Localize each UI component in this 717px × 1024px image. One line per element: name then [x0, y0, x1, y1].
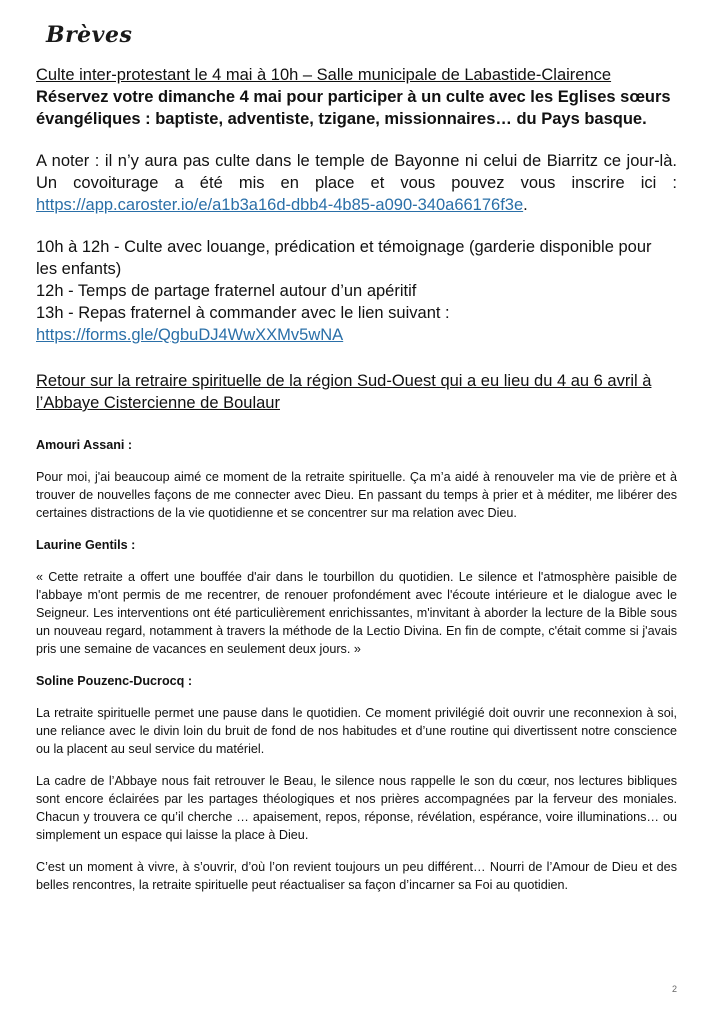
- schedule-item-3: 13h - Repas fraternel à commander avec le lien suivant :: [36, 304, 450, 322]
- testimony-text-2: « Cette retraite a offert une bouffée d'air dans le tourbillon du quotidien. Le silence et l'atmosphère paisible de l'abbaye m'ont permis de me recentrer, de renouer profondément avec l'écoute intérieure et le dialogue avec le Seigneur. Les interventions ont été particulièrement enrichissantes, m'invitant à aborder la lecture de la Bible sous un nouveau regard, notamment à travers la méthode de la Lectio Divina. En fin de compte, c'était comme si j'avais pris une semaine de vacances en seulement deux jours. »: [36, 570, 677, 656]
- testimony-text-3c: C’est un moment à vivre, à s’ouvrir, d’où l’on revient toujours un peu différent… Nourri de l’Amour de Dieu et des belles rencontres, la retraite spirituelle peut réactualiser sa façon d’incarner sa Foi au quotidien.: [36, 860, 677, 892]
- culte-note: [36, 150, 677, 216]
- testimony-text-3b: La cadre de l’Abbaye nous fait retrouver le Beau, le silence nous rappelle le son du cœur, nos lectures bibliques sont encore éclairées par les partages théologiques et nos prières accompagnées par la ferveur des moniales. Chacun y trouvera ce qu’il cherche … apaisement, repos, réponse, révélation, espérance, voire illuminations… ou simplement un espace qui laisse la place à Dieu.: [36, 774, 677, 842]
- testimony-text-3a: La retraite spirituelle permet une pause dans le quotidien. Ce moment privilégié doit ouvrir une reconnexion à soi, une reliance avec le divin loin du bruit de fond de nos habitudes et d’une routine qui divertissent notre conscience ou la placent au seul service du matériel.: [36, 706, 677, 756]
- page-title: Brèves: [46, 22, 133, 48]
- carpool-link[interactable]: https://app.caroster.io/e/a1b3a16d-dbb4-4b85-a090-340a66176f3e: [36, 196, 524, 214]
- retraite-heading: Retour sur la retraire spirituelle de la région Sud-Ouest qui a eu lieu du 4 au 6 avril à l’Abbaye Cistercienne de Boulaur: [36, 372, 652, 412]
- schedule-item-2: 12h - Temps de partage fraternel autour d’un apéritif: [36, 282, 417, 300]
- testimony-name-2: Laurine Gentils :: [36, 538, 136, 552]
- testimony-name-1: Amouri Assani :: [36, 438, 133, 452]
- carpool-suffix: .: [523, 196, 528, 214]
- schedule-item-1: 10h à 12h - Culte avec louange, prédication et témoignage (garderie disponible pour les enfants): [36, 238, 652, 278]
- meal-order-link[interactable]: https://forms.gle/QgbuDJ4WwXXMv5wNA: [36, 326, 344, 344]
- page-content: [36, 64, 677, 894]
- culte-heading: Culte inter-protestant le 4 mai à 10h – Salle municipale de Labastide-Clairence: [36, 66, 612, 84]
- testimony-text-1: Pour moi, j'ai beaucoup aimé ce moment de la retraite spirituelle. Ça m’a aidé à renouveler ma vie de prière et à trouver de nouvelles façons de me connecter avec Dieu. En passant du temps à prier et à méditer, me libérer des certaines distractions de la vie quotidienne et se concentrer sur ma relation avec Dieu.: [36, 470, 677, 520]
- culte-note-text: A noter : il n’y aura pas culte dans le temple de Bayonne ni celui de Biarritz ce jour-là. Un covoiturage a été mis en place et vous pouvez vous inscrire ici :: [36, 152, 677, 192]
- testimony-name-3: Soline Pouzenc-Ducrocq :: [36, 674, 193, 688]
- culte-intro: Réservez votre dimanche 4 mai pour participer à un culte avec les Eglises sœurs évangéliques : baptiste, adventiste, tzigane, missionnaires… du Pays basque.: [36, 88, 671, 128]
- page-number: 2: [671, 984, 677, 994]
